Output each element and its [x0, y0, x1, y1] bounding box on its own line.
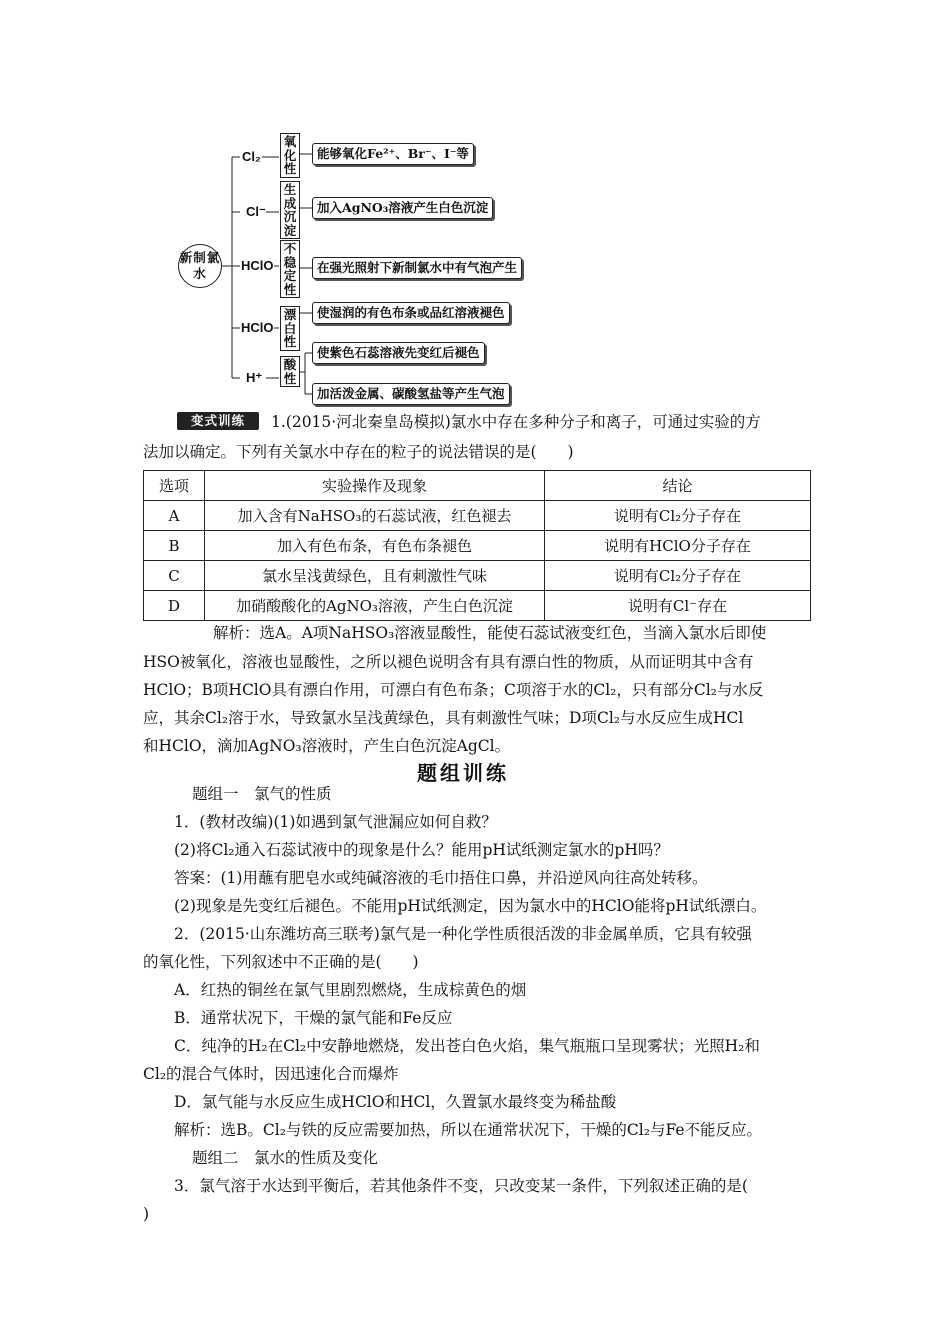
analysis-line: 解析：选B。Cl₂与铁的反应需要加热，所以在通常状况下，干燥的Cl₂与Fe不能反应。	[174, 1121, 763, 1139]
result-box: 使紫色石蕊溶液先变红后褪色	[312, 342, 485, 364]
table-row	[144, 501, 811, 531]
option-a: A．红热的铜丝在氯气里剧烈燃烧，生成棕黄色的烟	[174, 981, 527, 999]
species-label: Cl⁻	[246, 204, 266, 219]
section-title-text: 题组训练	[417, 761, 509, 785]
table-cell: 说明有Cl₂分子存在	[545, 561, 811, 591]
result-box: 使湿润的有色布条或品红溶液褪色	[312, 302, 510, 324]
table-cell: 加硝酸酸化的AgNO₃溶液，产生白色沉淀	[205, 591, 545, 621]
table-cell: 说明有HClO分子存在	[545, 531, 811, 561]
text-line: 1．(教材改编)(1)如遇到氯气泄漏应如何自救？	[174, 813, 497, 831]
table-cell: 加入有色布条，有色布条褪色	[205, 531, 545, 561]
property-box: 不稳定性	[280, 240, 300, 298]
property-box: 生成沉淀	[280, 181, 300, 239]
property-box: 酸性	[280, 356, 300, 387]
table-cell: B	[144, 531, 205, 561]
diagram-center: 新制氯水	[178, 244, 222, 288]
table-row	[144, 591, 811, 621]
analysis-line: 解析：选A。A项NaHSO₃溶液显酸性，能使石蕊试液变红色，当滴入氯水后即使	[213, 624, 767, 642]
section-title	[350, 760, 576, 786]
table-cell: 加入含有NaHSO₃的石蕊试液，红色褪去	[205, 501, 545, 531]
table-cell: C	[144, 561, 205, 591]
analysis-line: HSO被氧化，溶液也显酸性，之所以褪色说明含有具有漂白性的物质，从而证明其中含有	[143, 653, 754, 671]
table-header: 结论	[545, 471, 811, 501]
result-box: 加活泼金属、碳酸氢盐等产生气泡	[312, 383, 510, 405]
practice-badge: 变式训练	[177, 412, 259, 430]
text-line: (2)现象是先变红后褪色。不能用pH试纸测定，因为氯水中的HClO能将pH试纸漂白。	[174, 897, 767, 915]
option-d: D．氯气能与水反应生成HClO和HCl，久置氯水最终变为稀盐酸	[174, 1093, 617, 1111]
text-line: (2)将Cl₂通入石蕊试液中的现象是什么？能用pH试纸测定氯水的pH吗？	[174, 841, 669, 859]
table-header-row	[144, 471, 811, 501]
species-label: HClO	[241, 320, 274, 335]
table-header: 实验操作及现象	[205, 471, 545, 501]
text-line: 3．氯气溶于水达到平衡后，若其他条件不变，只改变某一条件，下列叙述正确的是(	[174, 1177, 748, 1195]
table-cell: 说明有Cl₂分子存在	[545, 501, 811, 531]
text-line: 答案：(1)用蘸有肥皂水或纯碱溶液的毛巾捂住口鼻，并沿逆风向往高处转移。	[174, 869, 708, 887]
table-cell: A	[144, 501, 205, 531]
option-c-cont: Cl₂的混合气体时，因迅速化合而爆炸	[143, 1065, 399, 1083]
result-box: 能够氧化Fe²⁺、Br⁻、I⁻等	[312, 143, 474, 165]
group-title: 题组二 氯水的性质及变化	[192, 1149, 379, 1167]
species-label: Cl₂	[242, 149, 261, 164]
table-cell: 氯水呈浅黄绿色，且有刺激性气味	[205, 561, 545, 591]
result-box: 在强光照射下新制氯水中有气泡产生	[312, 257, 522, 279]
option-b: B．通常状况下，干燥的氯气能和Fe反应	[174, 1009, 453, 1027]
text-line: 的氧化性，下列叙述中不正确的是( )	[143, 953, 419, 971]
table-cell: D	[144, 591, 205, 621]
text-line: )	[143, 1205, 150, 1223]
option-c: C．纯净的H₂在Cl₂中安静地燃烧，发出苍白色火焰，集气瓶瓶口呈现雾状；光照H₂和	[174, 1037, 760, 1055]
analysis-line: 应，其余Cl₂溶于水，导致氯水呈浅黄绿色，具有刺激性气味；D项Cl₂与水反应生成HCl	[143, 709, 744, 727]
analysis-line: HClO；B项HClO具有漂白作用，可漂白有色布条；C项溶于水的Cl₂，只有部分Cl₂与水反	[143, 681, 764, 699]
result-box: 加入AgNO₃溶液产生白色沉淀	[312, 197, 493, 219]
table-header: 选项	[144, 471, 205, 501]
table-row	[144, 531, 811, 561]
text-line: 2．(2015·山东潍坊高三联考)氯气是一种化学性质很活泼的非金属单质，它具有较强	[174, 925, 752, 943]
question-1-line1: 1.(2015·河北秦皇岛模拟)氯水中存在多种分子和离子，可通过实验的方	[271, 413, 761, 431]
question-1-line2: 法加以确定。下列有关氯水中存在的粒子的说法错误的是( )	[143, 443, 574, 461]
group-title: 题组一 氯气的性质	[192, 785, 332, 803]
table-row	[144, 561, 811, 591]
species-label: H⁺	[246, 370, 263, 385]
experiment-table	[143, 470, 811, 621]
property-box: 氧化性	[280, 133, 300, 178]
property-box: 漂白性	[280, 306, 300, 351]
table-cell: 说明有Cl⁻存在	[545, 591, 811, 621]
species-label: HClO	[241, 258, 274, 273]
analysis-line: 和HClO，滴加AgNO₃溶液时，产生白色沉淀AgCl。	[143, 737, 511, 755]
